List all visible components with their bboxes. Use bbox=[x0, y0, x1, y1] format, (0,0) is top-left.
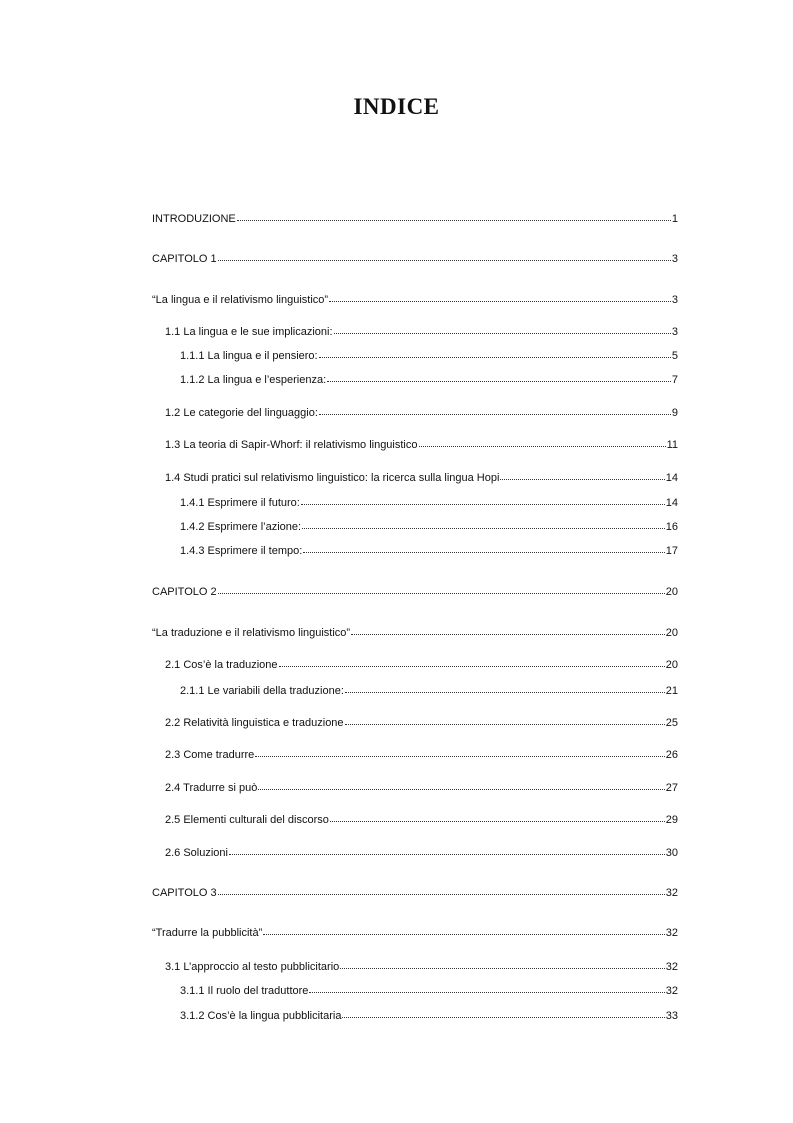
toc-dot-leader bbox=[218, 583, 665, 594]
toc-dot-leader bbox=[419, 436, 666, 447]
toc-entry-page: 20 bbox=[665, 659, 678, 671]
toc-entry-page: 25 bbox=[665, 717, 678, 729]
toc-dot-leader bbox=[340, 958, 664, 969]
toc-entry-label: 1.4.2 Esprimere l’azione: bbox=[180, 521, 302, 533]
toc-entry-page: 14 bbox=[665, 497, 678, 509]
toc-entry-label: 1.1.1 La lingua e il pensiero: bbox=[180, 350, 318, 362]
toc-dot-leader bbox=[334, 323, 671, 334]
toc-entry[interactable] bbox=[165, 959, 678, 974]
toc-dot-leader bbox=[309, 982, 664, 993]
toc-entry[interactable] bbox=[180, 983, 678, 998]
toc-entry-page: 3 bbox=[671, 253, 678, 265]
toc-dot-leader bbox=[329, 291, 671, 302]
toc-dot-leader bbox=[342, 1007, 664, 1018]
toc-entry[interactable] bbox=[165, 715, 678, 730]
toc-dot-leader bbox=[500, 469, 664, 480]
toc-dot-leader bbox=[303, 542, 664, 553]
toc-entry-page: 9 bbox=[671, 407, 678, 419]
toc-entry-label: 2.2 Relatività linguistica e traduzione bbox=[165, 717, 344, 729]
toc-entry[interactable] bbox=[152, 625, 678, 640]
toc-entry[interactable] bbox=[152, 292, 678, 307]
toc-entry-page: 14 bbox=[665, 472, 678, 484]
toc-entry-label: 3.1 L’approccio al testo pubblicitario bbox=[165, 961, 340, 973]
toc-entry[interactable] bbox=[152, 925, 678, 940]
toc-entry[interactable] bbox=[165, 747, 678, 762]
toc-entry-label: “Tradurre la pubblicità” bbox=[152, 927, 263, 939]
toc-entry-page: 1 bbox=[671, 213, 678, 225]
toc-entry-page: 30 bbox=[665, 847, 678, 859]
toc-entry-page: 33 bbox=[665, 1010, 678, 1022]
toc-entry[interactable] bbox=[180, 543, 678, 558]
toc-entry-label: CAPITOLO 2 bbox=[152, 586, 217, 598]
toc-entry-page: 27 bbox=[665, 782, 678, 794]
toc-entry[interactable] bbox=[180, 495, 678, 510]
toc-entry-page: 17 bbox=[665, 545, 678, 557]
toc-entry[interactable] bbox=[165, 324, 678, 339]
toc-entry-label: INTRODUZIONE bbox=[152, 213, 236, 225]
toc-entry[interactable] bbox=[180, 683, 678, 698]
toc-entry-label: 2.3 Come tradurre bbox=[165, 749, 255, 761]
toc-entry-page: 16 bbox=[665, 521, 678, 533]
toc-entry[interactable] bbox=[180, 1008, 678, 1023]
toc-entry-label: 2.6 Soluzioni bbox=[165, 847, 228, 859]
toc-dot-leader bbox=[218, 250, 671, 261]
toc-entry-label: CAPITOLO 3 bbox=[152, 887, 217, 899]
toc-dot-leader bbox=[319, 404, 671, 415]
toc-entry-label: 2.4 Tradurre si può bbox=[165, 782, 258, 794]
toc-entry-label: 1.2 Le categorie del linguaggio: bbox=[165, 407, 318, 419]
toc-dot-leader bbox=[279, 656, 665, 667]
toc-entry-label: 3.1.2 Cos’è la lingua pubblicitaria bbox=[180, 1010, 342, 1022]
toc-entry-label: CAPITOLO 1 bbox=[152, 253, 217, 265]
toc-dot-leader bbox=[345, 682, 665, 693]
toc-entry[interactable] bbox=[165, 405, 678, 420]
toc-entry-page: 5 bbox=[671, 350, 678, 362]
toc-entry[interactable] bbox=[180, 372, 678, 387]
toc-entry-page: 26 bbox=[665, 749, 678, 761]
toc-dot-leader bbox=[345, 714, 665, 725]
toc-entry-label: 1.4 Studi pratici sul relativismo linguistico: la ricerca sulla lingua Hopi bbox=[165, 472, 500, 484]
toc-dot-leader bbox=[327, 371, 671, 382]
toc-entry-page: 29 bbox=[665, 814, 678, 826]
toc-entry-page: 3 bbox=[671, 326, 678, 338]
toc-entry-label: 1.4.1 Esprimere il futuro: bbox=[180, 497, 300, 509]
toc-dot-leader bbox=[263, 924, 665, 935]
toc-entry[interactable] bbox=[152, 251, 678, 266]
toc-dot-leader bbox=[302, 518, 665, 529]
toc-dot-leader bbox=[319, 347, 671, 358]
toc-dot-leader bbox=[301, 494, 665, 505]
toc-entry[interactable] bbox=[180, 348, 678, 363]
toc-dot-leader bbox=[258, 779, 664, 790]
toc-entry[interactable] bbox=[165, 470, 678, 485]
toc-entry[interactable] bbox=[180, 519, 678, 534]
toc-entry[interactable] bbox=[152, 211, 678, 226]
toc-entry[interactable] bbox=[165, 437, 678, 452]
toc-entry-page: 32 bbox=[665, 961, 678, 973]
toc-dot-leader bbox=[237, 210, 671, 221]
toc-entry[interactable] bbox=[165, 845, 678, 860]
toc-dot-leader bbox=[330, 811, 665, 822]
toc-dot-leader bbox=[218, 884, 665, 895]
toc-dot-leader bbox=[255, 746, 664, 757]
toc-entry-page: 3 bbox=[671, 294, 678, 306]
toc-entry[interactable] bbox=[165, 812, 678, 827]
toc-entry-label: “La traduzione e il relativismo linguistico” bbox=[152, 627, 351, 639]
toc-entry-label: “La lingua e il relativismo linguistico” bbox=[152, 294, 329, 306]
toc-dot-leader bbox=[229, 844, 665, 855]
toc-entry-page: 32 bbox=[665, 927, 678, 939]
toc-entry-page: 11 bbox=[666, 439, 678, 451]
toc-entry-label: 1.4.3 Esprimere il tempo: bbox=[180, 545, 303, 557]
toc-entry-page: 20 bbox=[665, 627, 678, 639]
toc-entry-page: 7 bbox=[671, 374, 678, 386]
toc-entry-page: 32 bbox=[665, 887, 678, 899]
toc-entry[interactable] bbox=[165, 657, 678, 672]
page-title: INDICE bbox=[353, 94, 440, 119]
toc-entry-label: 2.5 Elementi culturali del discorso bbox=[165, 814, 329, 826]
toc-entry-label: 2.1.1 Le variabili della traduzione: bbox=[180, 685, 344, 697]
toc-entry-page: 20 bbox=[665, 586, 678, 598]
toc-entry-label: 1.3 La teoria di Sapir-Whorf: il relativismo linguistico bbox=[165, 439, 418, 451]
toc-entry-label: 3.1.1 Il ruolo del traduttore bbox=[180, 985, 309, 997]
toc-entry[interactable] bbox=[165, 780, 678, 795]
toc-dot-leader bbox=[351, 624, 665, 635]
toc-entry[interactable] bbox=[152, 885, 678, 900]
toc-entry-label: 1.1 La lingua e le sue implicazioni: bbox=[165, 326, 333, 338]
toc-entry-page: 21 bbox=[665, 685, 678, 697]
toc-entry-label: 1.1.2 La lingua e l’esperienza: bbox=[180, 374, 327, 386]
toc-entry-label: 2.1 Cos’è la traduzione bbox=[165, 659, 278, 671]
toc-entry-page: 32 bbox=[665, 985, 678, 997]
toc-entry[interactable] bbox=[152, 584, 678, 599]
